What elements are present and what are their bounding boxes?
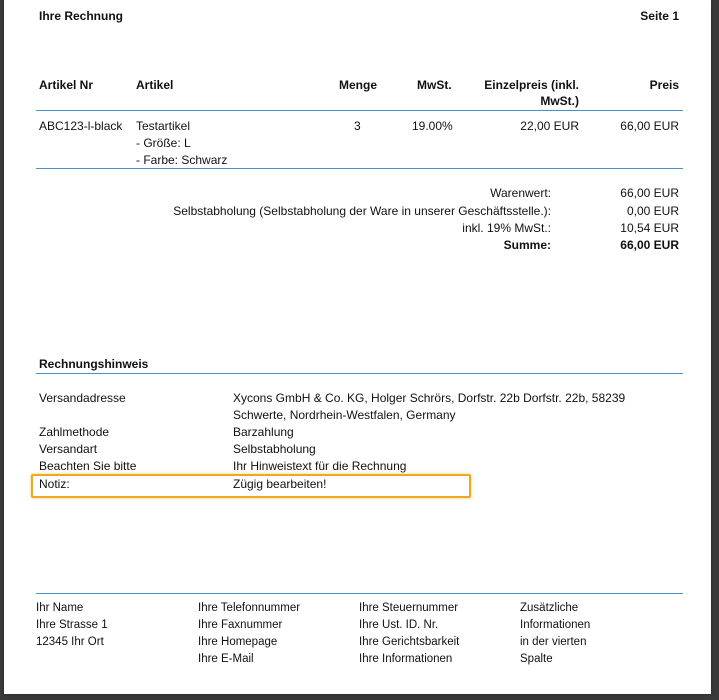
footer-col-contact <box>198 600 300 668</box>
summe-label: Summe: <box>503 238 551 252</box>
row-attr-color: - Farbe: Schwarz <box>136 153 228 167</box>
footer-name: Ihr Name <box>36 602 84 614</box>
footer-ust-id: Ihre Ust. ID. Nr. <box>359 619 439 631</box>
hinweis-label-notiz: Notiz: <box>39 477 70 491</box>
footer-rule <box>36 593 683 594</box>
footer-extra-4: Spalte <box>520 653 553 665</box>
row-menge: 3 <box>354 119 361 133</box>
footer-col-address <box>36 600 108 651</box>
hinweis-label-beachten: Beachten Sie bitte <box>39 459 137 473</box>
row-attr-size: - Größe: L <box>136 136 191 150</box>
hinweis-value-notiz: Zügig bearbeiten! <box>233 477 327 491</box>
col-header-preis: Preis <box>649 78 679 92</box>
hinweis-label-zahlmethode: Zahlmethode <box>39 425 110 439</box>
col-header-einzelpreis-line1: Einzelpreis (inkl. <box>484 78 579 92</box>
footer-email: Ihre E-Mail <box>198 653 254 665</box>
row-einzelpreis: 22,00 EUR <box>520 119 579 133</box>
mwst-total-value: 10,54 EUR <box>620 221 679 235</box>
footer-informationen: Ihre Informationen <box>359 653 453 665</box>
versand-value: 0,00 EUR <box>626 204 679 218</box>
hinweis-value-beachten: Ihr Hinweistext für die Rechnung <box>233 459 407 473</box>
footer-gerichtsbarkeit: Ihre Gerichtsbarkeit <box>359 636 460 648</box>
table-header-rule <box>36 110 683 111</box>
footer-steuernummer: Ihre Steuernummer <box>359 602 459 614</box>
hinweis-value-versandart: Selbstabholung <box>233 442 316 456</box>
col-header-artikel-nr: Artikel Nr <box>39 78 94 92</box>
footer-fax: Ihre Faxnummer <box>198 619 283 631</box>
col-header-menge: Menge <box>339 78 378 92</box>
summe-value: 66,00 EUR <box>620 238 679 252</box>
hinweis-title: Rechnungshinweis <box>39 357 149 371</box>
footer-homepage: Ihre Homepage <box>198 636 278 648</box>
footer-extra-1: Zusätzliche <box>520 602 579 614</box>
footer-extra-2: Informationen <box>520 619 591 631</box>
row-preis: 66,00 EUR <box>620 119 679 133</box>
footer-col-tax <box>359 600 459 668</box>
footer-phone: Ihre Telefonnummer <box>198 602 301 614</box>
col-header-einzelpreis-line2: MwSt.) <box>540 94 579 108</box>
row-artikel-nr: ABC123-l-black <box>39 119 123 133</box>
row-artikel: Testartikel <box>136 119 191 133</box>
hinweis-label-versandart: Versandart <box>39 442 98 456</box>
footer-street: Ihre Strasse 1 <box>36 619 108 631</box>
hinweis-value-zahlmethode: Barzahlung <box>233 425 294 439</box>
col-header-artikel: Artikel <box>136 78 174 92</box>
footer-extra-3: in der vierten <box>520 636 587 648</box>
warenwert-value: 66,00 EUR <box>620 186 679 200</box>
hinweis-value-versandadresse-line1: Xycons GmbH & Co. KG, Holger Schrörs, Dorfstr. 22b Dorfstr. 22b, 58239 <box>233 391 626 405</box>
footer-col-extra <box>520 600 590 668</box>
warenwert-label: Warenwert: <box>490 186 551 200</box>
page-number: Seite 1 <box>640 9 679 23</box>
footer-city: 12345 Ihr Ort <box>36 636 104 648</box>
table-bottom-rule <box>36 168 683 169</box>
invoice-title: Ihre Rechnung <box>39 9 124 23</box>
hinweis-rule <box>36 373 683 374</box>
hinweis-label-versandadresse: Versandadresse <box>39 391 126 405</box>
col-header-einzelpreis <box>484 78 579 108</box>
row-mwst: 19.00% <box>412 119 453 133</box>
mwst-total-label: inkl. 19% MwSt.: <box>462 221 551 235</box>
versand-label: Selbstabholung (Selbstabholung der Ware in unserer Geschäftsstelle.): <box>173 204 551 218</box>
invoice-page <box>4 0 711 694</box>
col-header-mwst: MwSt. <box>417 78 452 92</box>
hinweis-value-versandadresse-line2: Schwerte, Nordrhein-Westfalen, Germany <box>233 408 456 422</box>
